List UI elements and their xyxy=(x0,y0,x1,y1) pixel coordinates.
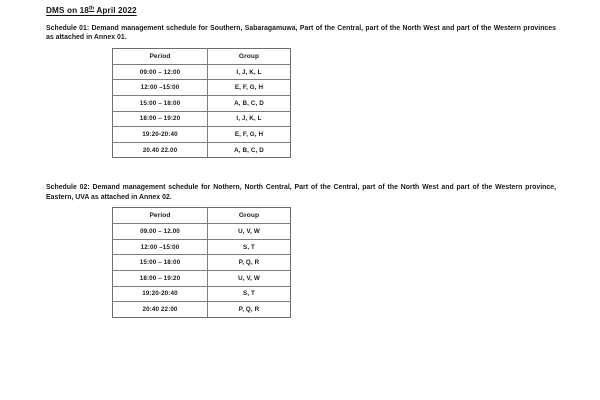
document-content xyxy=(46,6,556,318)
table-row xyxy=(113,64,291,80)
table-row xyxy=(113,239,291,255)
cell-group: S, T xyxy=(208,239,291,255)
cell-period: 18:00 – 19:20 xyxy=(113,270,208,286)
cell-group: U, V, W xyxy=(208,224,291,240)
table-header-row xyxy=(113,48,291,64)
table-row xyxy=(113,302,291,318)
cell-group: A, B, C, D xyxy=(208,96,291,112)
table-header-row xyxy=(113,208,291,224)
cell-group: I, J, K, L xyxy=(208,64,291,80)
cell-period: 20:40 22:00 xyxy=(113,302,208,318)
cell-group: E, F, G, H xyxy=(208,127,291,143)
cell-group: S, T xyxy=(208,286,291,302)
cell-group: U, V, W xyxy=(208,270,291,286)
cell-period: 09:00 – 12:00 xyxy=(113,64,208,80)
schedule-02-table xyxy=(112,207,291,318)
column-header-period: Period xyxy=(113,208,208,224)
page-title-prefix: DMS on 18 xyxy=(46,6,89,15)
table-row xyxy=(113,142,291,158)
cell-group: P, Q, R xyxy=(208,255,291,271)
cell-period: 12:00 –15:00 xyxy=(113,80,208,96)
table-row xyxy=(113,255,291,271)
table-row xyxy=(113,111,291,127)
schedule-block-02 xyxy=(46,183,556,317)
schedule-01-table xyxy=(112,48,291,159)
cell-group: P, Q, R xyxy=(208,302,291,318)
page-title-ordinal-suffix: th xyxy=(88,5,95,12)
table-row xyxy=(113,270,291,286)
cell-period: 09.00 – 12.00 xyxy=(113,224,208,240)
cell-period: 20.40 22.00 xyxy=(113,142,208,158)
cell-group: E, F, G, H xyxy=(208,80,291,96)
column-header-group: Group xyxy=(208,208,291,224)
schedule-01-paragraph: Schedule 01: Demand management schedule for Southern, Sabaragamuwa, Part of the Central, part of the North West and part of the Western provinces as attached in Annex 01. xyxy=(46,25,556,42)
column-header-group: Group xyxy=(208,48,291,64)
cell-period: 18:00 – 19:20 xyxy=(113,111,208,127)
table-row xyxy=(113,96,291,112)
page-title-suffix: April 2022 xyxy=(94,6,137,15)
cell-period: 19:20-20:40 xyxy=(113,286,208,302)
schedule-block-01 xyxy=(46,24,556,158)
schedule-02-paragraph: Schedule 02: Demand management schedule for Nothern, North Central, Part of the Central, part of the North West and part of the Western province, Eastern, UVA as attached in Annex 02. xyxy=(46,184,556,201)
cell-period: 12:00 –15:00 xyxy=(113,239,208,255)
table-row xyxy=(113,127,291,143)
cell-group: A, B, C, D xyxy=(208,142,291,158)
column-header-period: Period xyxy=(113,48,208,64)
cell-group: I, J, K, L xyxy=(208,111,291,127)
table-row xyxy=(113,224,291,240)
cell-period: 19:20-20:40 xyxy=(113,127,208,143)
table-row xyxy=(113,80,291,96)
cell-period: 15:00 – 18:00 xyxy=(113,255,208,271)
table-row xyxy=(113,286,291,302)
cell-period: 15:00 – 18:00 xyxy=(113,96,208,112)
page-title xyxy=(46,6,556,15)
